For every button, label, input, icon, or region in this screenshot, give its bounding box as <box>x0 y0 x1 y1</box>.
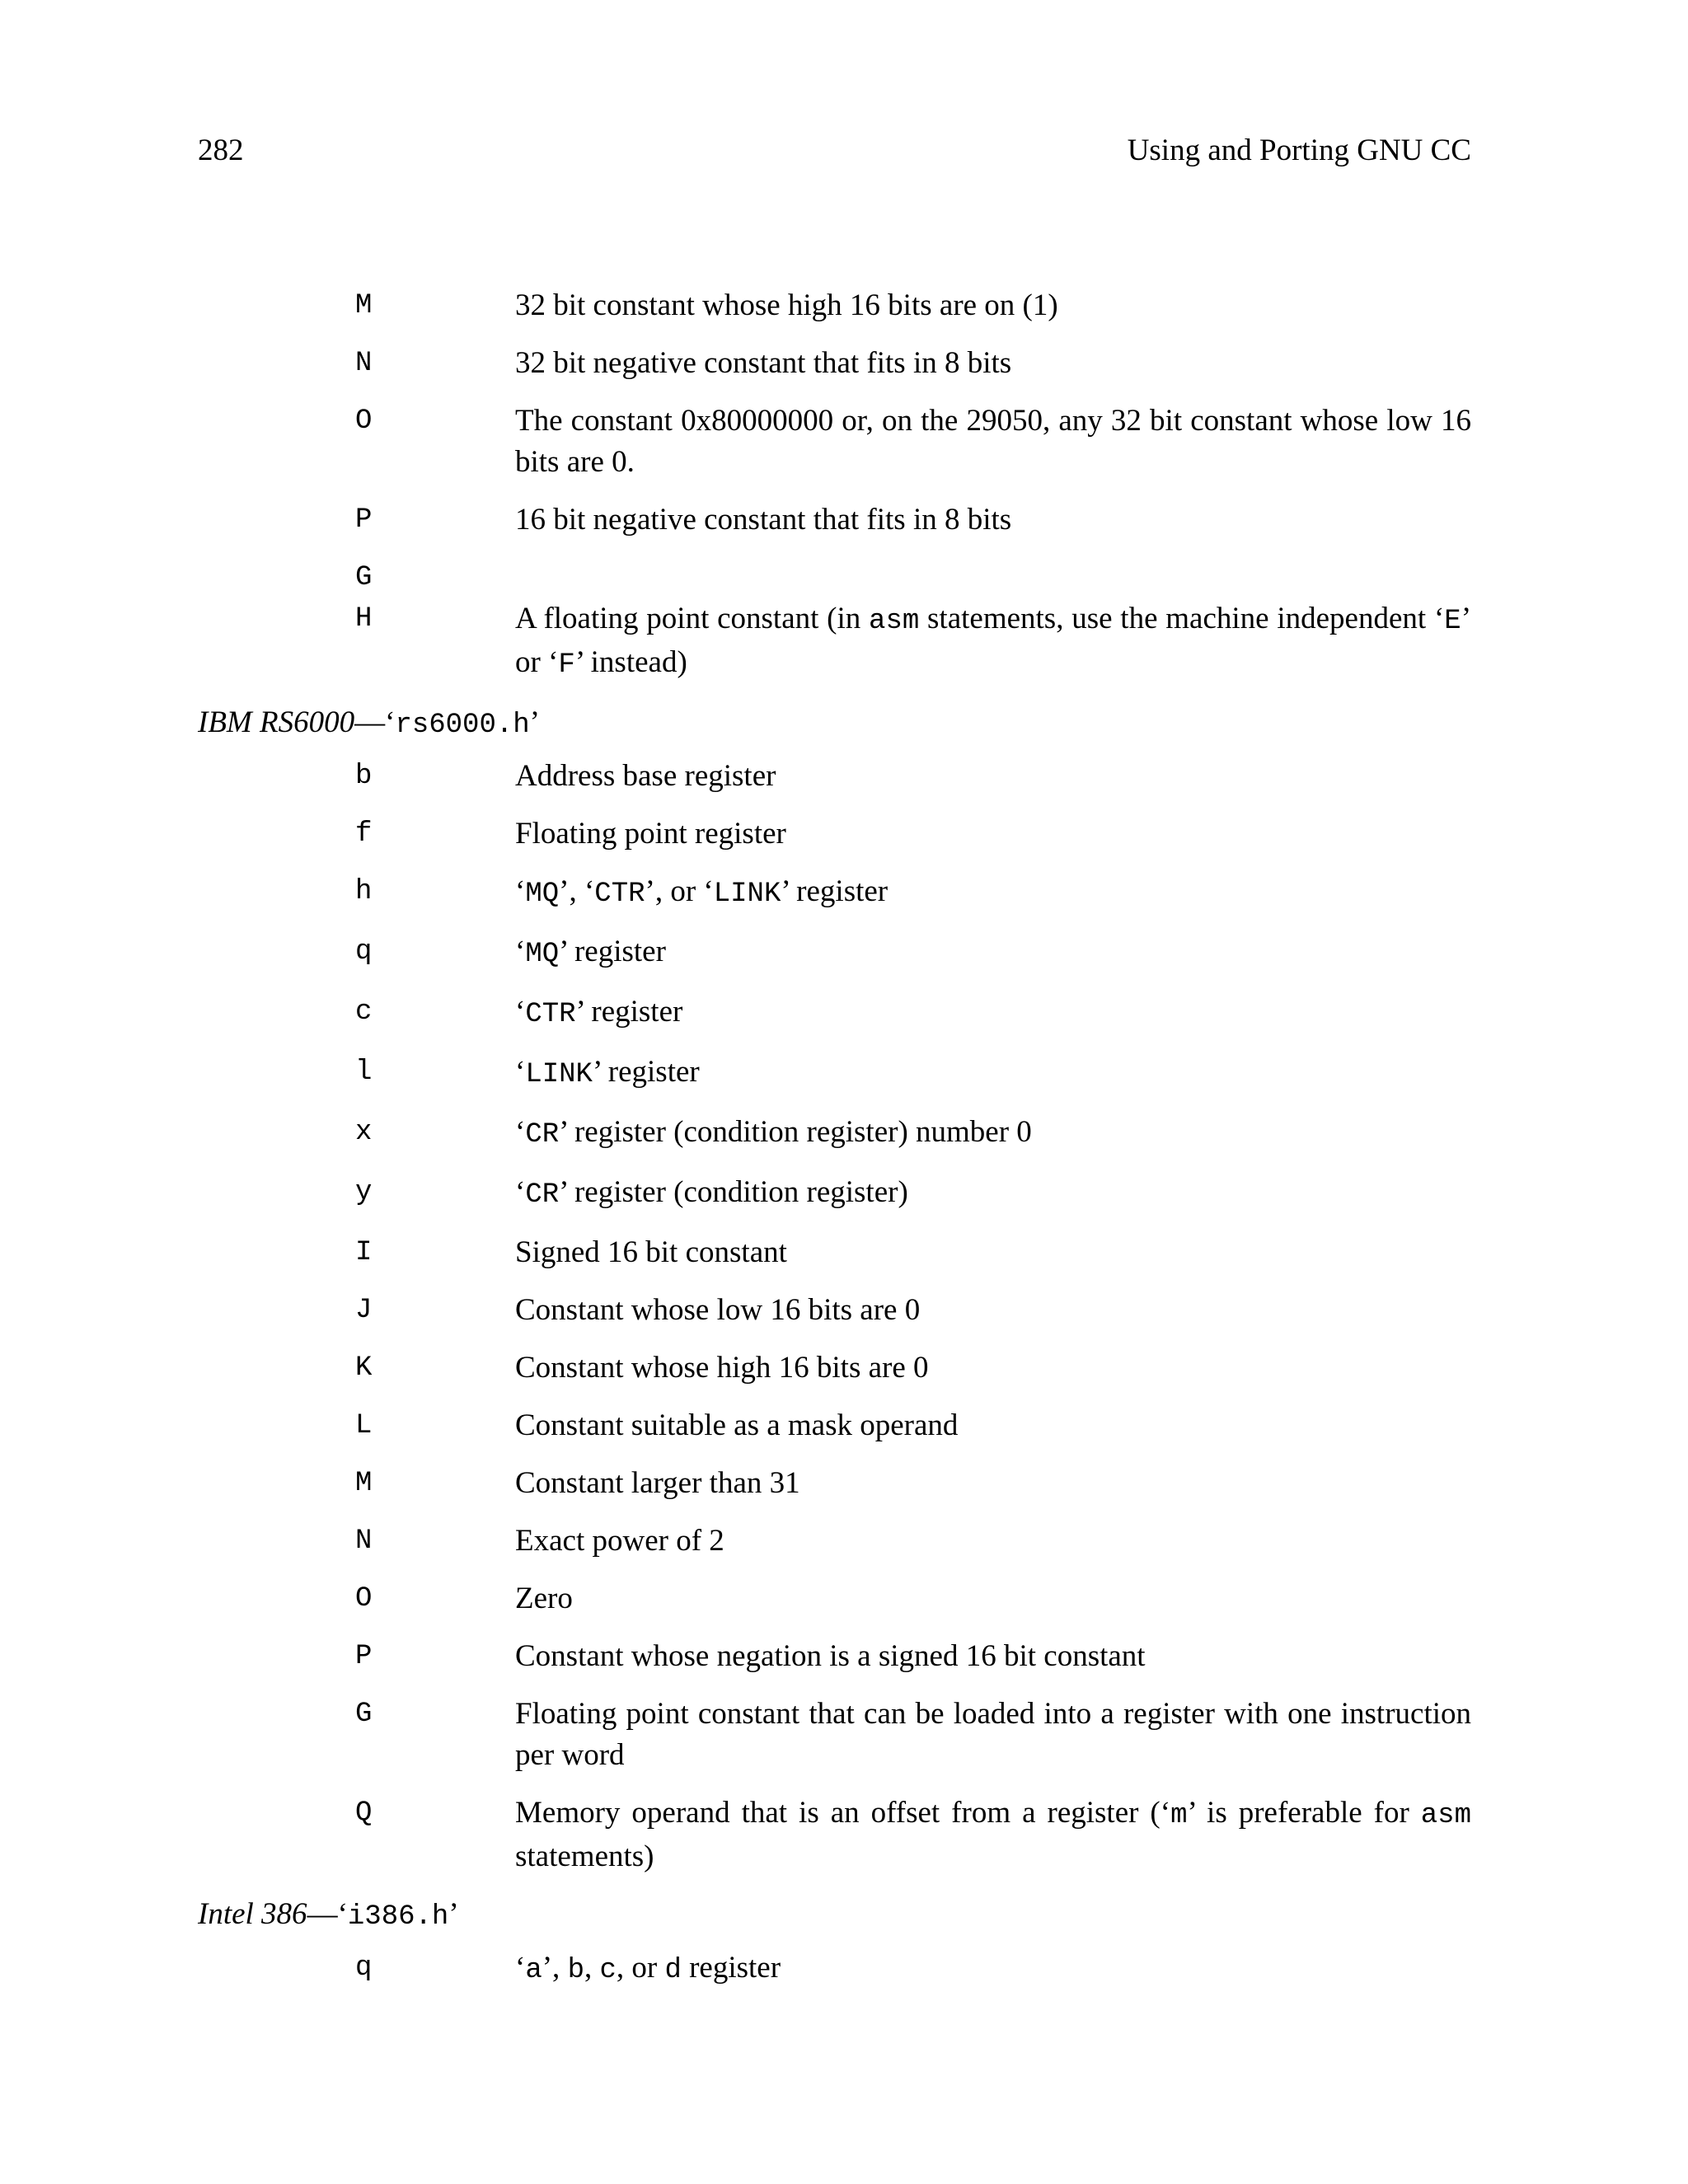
code-LINK: LINK <box>713 879 781 910</box>
desc-text: ’ register (condition register) number 0 <box>559 1115 1032 1149</box>
desc-text: ’ is preferable for <box>1187 1796 1421 1830</box>
constraint-entry <box>198 598 1471 686</box>
constraint-description <box>515 1172 1471 1216</box>
desc-text: ’ register <box>559 935 666 968</box>
desc-text: ‘ <box>515 1951 526 1985</box>
constraint-description: 32 bit constant whose high 16 bits are on (1) <box>515 288 1058 322</box>
code-F: F <box>558 649 575 681</box>
constraint-description: Constant whose high 16 bits are 0 <box>515 1351 929 1385</box>
constraint-entry <box>198 1052 1471 1095</box>
book-title: Using and Porting GNU CC <box>1127 134 1471 167</box>
constraint-letter: K <box>355 1352 373 1384</box>
constraint-entry <box>198 1521 1471 1562</box>
constraint-letter: P <box>355 504 373 536</box>
constraint-description: Constant suitable as a mask operand <box>515 1408 959 1442</box>
constraint-letter: x <box>355 1117 373 1148</box>
constraint-entry <box>198 1405 1471 1446</box>
desc-text: ’, <box>542 1951 568 1985</box>
machine-name: Intel 386 <box>198 1897 307 1931</box>
constraint-letter: c <box>355 996 373 1028</box>
constraint-description: 16 bit negative constant that fits in 8 bits <box>515 503 1012 537</box>
constraint-entry <box>198 1112 1471 1155</box>
desc-text: Memory operand that is an offset from a register (‘ <box>515 1796 1171 1830</box>
constraint-entry <box>198 1347 1471 1389</box>
desc-text: ‘ <box>515 1055 526 1089</box>
header-file-name: i386.h <box>347 1901 449 1933</box>
constraint-entry <box>198 1290 1471 1331</box>
code-asm: asm <box>1420 1800 1471 1831</box>
code-CR: CR <box>525 1179 560 1211</box>
desc-text: , or <box>616 1951 665 1985</box>
constraint-letter: P <box>355 1641 373 1672</box>
constraint-description: Signed 16 bit constant <box>515 1235 787 1269</box>
constraint-description <box>515 1793 1471 1877</box>
constraint-description: Constant larger than 31 <box>515 1466 800 1500</box>
constraint-entry <box>198 1578 1471 1619</box>
constraint-letter: O <box>355 405 373 437</box>
desc-text: ‘ <box>515 874 526 908</box>
heading-dash: —‘ <box>307 1897 348 1931</box>
desc-text: statements, use the machine independent ‘ <box>919 602 1445 635</box>
code-c: c <box>599 1955 617 1986</box>
page-number: 282 <box>198 134 244 167</box>
constraint-letter: I <box>355 1237 373 1268</box>
constraint-entry <box>198 285 1471 326</box>
constraint-letter: H <box>355 603 373 635</box>
constraint-entry <box>198 1636 1471 1677</box>
constraint-letter: b <box>355 761 373 792</box>
running-header <box>198 130 1471 171</box>
desc-text: , <box>584 1951 600 1985</box>
constraint-list <box>198 285 1471 2008</box>
constraint-letter: J <box>355 1295 373 1326</box>
constraint-entry <box>198 557 1471 598</box>
constraint-description <box>515 1947 1471 1991</box>
constraint-letter: q <box>355 936 373 968</box>
constraint-description <box>515 1112 1471 1155</box>
heading-close-quote: ’ <box>529 705 540 739</box>
heading-dash: —‘ <box>354 705 396 739</box>
code-d: d <box>664 1955 682 1986</box>
code-LINK: LINK <box>525 1059 593 1090</box>
machine-name: IBM RS6000 <box>198 705 355 739</box>
constraint-description <box>515 598 1471 686</box>
code-MQ: MQ <box>525 939 560 970</box>
desc-text: statements) <box>515 1840 654 1873</box>
header-file-name: rs6000.h <box>395 710 530 741</box>
constraint-letter: N <box>355 348 373 379</box>
section-heading-rs6000 <box>198 702 1471 746</box>
desc-text: ‘ <box>515 935 526 968</box>
constraint-description: Zero <box>515 1582 573 1615</box>
constraint-letter: l <box>355 1057 373 1088</box>
constraint-letter: q <box>355 1952 373 1984</box>
constraint-description: Floating point constant that can be loaded into a register with one instruction per word <box>515 1697 1471 1772</box>
code-a: a <box>525 1955 542 1986</box>
constraint-entry <box>198 871 1471 915</box>
constraint-entry <box>198 813 1471 855</box>
constraint-entry <box>198 1694 1471 1776</box>
code-asm: asm <box>869 606 920 637</box>
constraint-letter: M <box>355 1468 373 1499</box>
constraint-description: Floating point register <box>515 817 786 851</box>
desc-text: ’ register <box>592 1055 700 1089</box>
code-CR: CR <box>525 1119 560 1151</box>
constraint-entry <box>198 1172 1471 1216</box>
constraint-entry <box>198 756 1471 797</box>
constraint-description <box>515 991 1471 1035</box>
constraint-description: Exact power of 2 <box>515 1524 724 1558</box>
constraint-description <box>515 931 1471 975</box>
constraint-description <box>515 871 1471 915</box>
desc-text: ’, ‘ <box>559 874 595 908</box>
constraint-entry <box>198 1947 1471 1991</box>
constraint-letter: h <box>355 876 373 907</box>
desc-text: ‘ <box>515 1175 526 1209</box>
constraint-letter: G <box>355 1699 373 1730</box>
constraint-description <box>515 1052 1471 1095</box>
code-CTR: CTR <box>594 879 645 910</box>
desc-text: ’ instead) <box>574 645 687 679</box>
desc-text: ’, or ‘ <box>645 874 714 908</box>
constraint-letter: G <box>355 562 373 593</box>
constraint-description: Constant whose low 16 bits are 0 <box>515 1293 921 1327</box>
constraint-letter: f <box>355 818 373 850</box>
section-heading-i386 <box>198 1894 1471 1938</box>
constraint-entry <box>198 931 1471 975</box>
constraint-description: Address base register <box>515 759 776 793</box>
constraint-description: Constant whose negation is a signed 16 bit constant <box>515 1639 1146 1673</box>
constraint-letter: y <box>355 1177 373 1208</box>
constraint-entry <box>198 499 1471 541</box>
constraint-entry <box>198 1463 1471 1504</box>
heading-close-quote: ’ <box>448 1897 459 1931</box>
constraint-description: 32 bit negative constant that fits in 8 bits <box>515 346 1012 380</box>
constraint-letter: Q <box>355 1797 373 1829</box>
constraint-entry <box>198 343 1471 384</box>
constraint-letter: O <box>355 1583 373 1615</box>
code-m: m <box>1170 1800 1188 1831</box>
desc-text: A floating point constant (in <box>515 602 870 635</box>
desc-text: register <box>681 1951 781 1985</box>
constraint-description: The constant 0x80000000 or, on the 29050, any 32 bit constant whose low 16 bits are 0. <box>515 404 1471 479</box>
constraint-letter: M <box>355 290 373 321</box>
desc-text: ‘ <box>515 1115 526 1149</box>
code-E: E <box>1444 606 1461 637</box>
code-MQ: MQ <box>525 879 560 910</box>
desc-text: ’ register (condition register) <box>559 1175 908 1209</box>
constraint-letter: N <box>355 1526 373 1557</box>
desc-text: ‘ <box>515 995 526 1029</box>
desc-text: ’ or ‘ <box>515 602 1472 679</box>
constraint-entry <box>198 401 1471 483</box>
code-b: b <box>567 1955 584 1986</box>
constraint-entry <box>198 1793 1471 1877</box>
constraint-entry <box>198 1232 1471 1273</box>
constraint-letter: L <box>355 1410 373 1441</box>
constraint-entry <box>198 991 1471 1035</box>
code-CTR: CTR <box>525 999 576 1030</box>
desc-text: ’ register <box>781 874 889 908</box>
desc-text: ’ register <box>575 995 683 1029</box>
